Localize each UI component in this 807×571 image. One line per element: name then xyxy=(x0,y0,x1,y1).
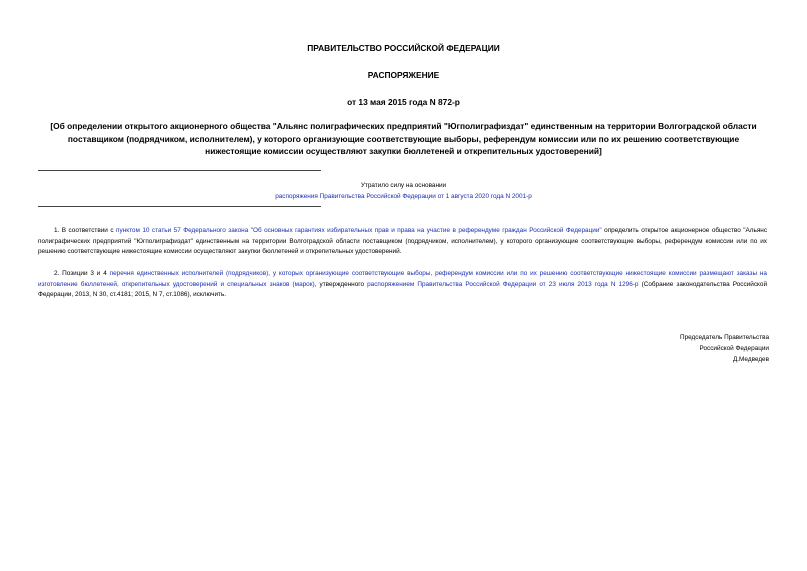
paragraph-1 xyxy=(38,226,767,258)
paragraph-2-after: (Собрание законодательства Российской Федерации, 2013, N 30, ст.4181; 2015, N 7, ст.1086), исключить. xyxy=(38,280,768,298)
signature-position: Председатель Правительства xyxy=(680,334,769,341)
law-article-link[interactable]: пунктом 10 статьи 57 Федерального закона "Об основных гарантиях избирательных прав и права на участие в референдуме граждан Российской Федерации" xyxy=(116,227,602,234)
decree-1296-link[interactable]: распоряжением Правительства Российской Федерации от 23 июля 2013 года N 1296-р xyxy=(367,280,639,288)
document-type-heading: РАСПОРЯЖЕНИЕ xyxy=(367,70,440,80)
contractors-list-link[interactable]: перечня единственных исполнителей (подрядчиков), у которых организующие соответствующие выборы, референдум комиссии или по их решению соответствующие нижестоящие комиссии размещают заказы на изготовление бюллетеней, открепительных удостоверений и специальных знаков (марок) xyxy=(38,270,767,288)
lapse-notice-line xyxy=(0,191,807,202)
lapse-notice-link[interactable]: распоряжения Правительства Российской Федерации от 1 августа 2020 года N 2001-р xyxy=(275,193,532,200)
paragraph-2 xyxy=(38,269,767,301)
paragraph-2-middle: , утвержденного xyxy=(314,280,368,288)
paragraph-1-before: 1. В соответствии с xyxy=(54,227,117,234)
divider-bottom xyxy=(38,206,321,207)
lapse-notice-text: Утратило силу на основании xyxy=(360,182,447,189)
document-date-number: от 13 мая 2015 года N 872-р xyxy=(347,97,460,107)
paragraph-1-after: определить открытое акционерное общество "Альянс полиграфических предприятий "Югполиграфиздат" единственным на территории Волгоградской области поставщиком (подрядчиком, исполнителем), у которого организующие соответствующие выборы, референдум комиссии или по их решению соответствующие нижестоящие комиссии осуществляют закупки бюллетеней и открепительных удостоверений. xyxy=(38,227,768,255)
government-heading: ПРАВИТЕЛЬСТВО РОССИЙСКОЙ ФЕДЕРАЦИИ xyxy=(307,43,500,53)
divider-top xyxy=(38,170,321,171)
document-title: [Об определении открытого акционерного общества "Альянс полиграфических предприятий "Югполиграфиздат" единственным на территории Волгоградской области поставщиком (подрядчиком, исполнителем), у которого организующие соответствующие выборы, референдум комиссии или по их решению соответствующие нижестоящие комиссии осуществляют закупки бюллетеней и открепительных удостоверений] xyxy=(50,121,757,156)
signature-organization: Российской Федерации xyxy=(699,345,769,352)
signature-name: Д.Медведев xyxy=(732,356,769,363)
paragraph-2-before: 2. Позиции 3 и 4 xyxy=(54,270,110,277)
